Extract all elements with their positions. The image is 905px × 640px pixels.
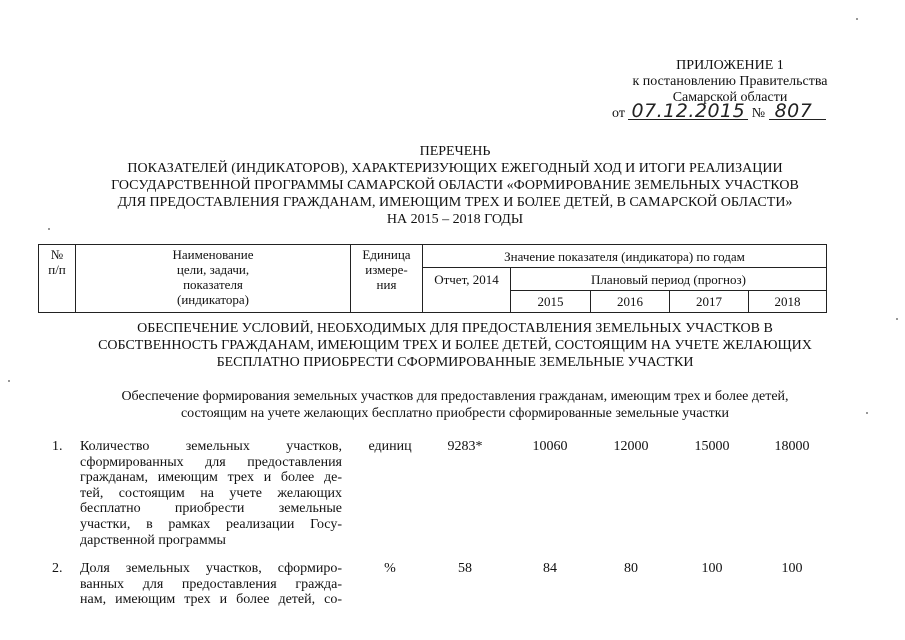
- resolution-number: 807: [769, 103, 827, 120]
- header-report-2014: Отчет, 2014: [423, 268, 511, 313]
- name-line: тей, состоящим на учете желающих: [80, 485, 342, 501]
- row-value-2017: 15000: [694, 439, 730, 454]
- header-year-2017: 2017: [670, 291, 749, 313]
- section-line: ОБЕСПЕЧЕНИЕ УСЛОВИЙ, НЕОБХОДИМЫХ ДЛЯ ПРЕДОСТАВЛЕНИЯ ЗЕМЕЛЬНЫХ УЧАСТКОВ В: [137, 321, 773, 336]
- scan-speck: [8, 380, 10, 382]
- section-line: БЕСПЛАТНО ПРИОБРЕСТИ СФОРМИРОВАННЫЕ ЗЕМЕЛЬНЫЕ УЧАСТКИ: [216, 355, 694, 370]
- row-value-2018: 100: [781, 561, 803, 576]
- row-report-2014: 9283*: [447, 439, 483, 454]
- number-label: №: [751, 106, 766, 121]
- row-report-2014: 58: [458, 561, 472, 576]
- row-value-2015: 84: [543, 561, 557, 576]
- row-value-2015: 10060: [532, 439, 568, 454]
- resolution-signoff: [612, 100, 826, 122]
- scan-speck: [896, 318, 898, 320]
- resolution-date: 07.12.2015: [628, 103, 748, 120]
- task-line: состоящим на учете желающих бесплатно приобрести сформированные земельные участки: [180, 406, 730, 421]
- header-year-2018: 2018: [749, 291, 827, 313]
- appendix-block: [560, 58, 900, 106]
- row-value-2016: 12000: [613, 439, 649, 454]
- task-line: Обеспечение формирования земельных участков для предоставления гражданам, имеющим трех и более детей,: [121, 389, 789, 404]
- indicators-table-header: [38, 244, 827, 313]
- name-line: Количество земельных участков,: [80, 439, 342, 454]
- header-unit-line: ния: [376, 277, 397, 292]
- header-name-line: (индикатора): [177, 292, 249, 307]
- section-heading: [40, 320, 870, 371]
- header-year-2015: 2015: [511, 291, 591, 313]
- row-indicator-name: [80, 439, 342, 548]
- scan-speck: [48, 228, 50, 230]
- name-line: сформированных для предоставления: [80, 454, 342, 470]
- header-number-line: №: [50, 247, 64, 262]
- scan-speck: [856, 18, 858, 20]
- row-number: 1.: [52, 439, 63, 454]
- appendix-resolution-line: к постановлению Правительства: [632, 74, 828, 89]
- header-plan-period: Плановый период (прогноз): [511, 268, 827, 291]
- name-line: гражданам, имеющим трех и более де-: [80, 470, 342, 486]
- header-number-line: п/п: [48, 262, 66, 277]
- header-name-line: показателя: [183, 277, 243, 292]
- name-line: ванных для предоставления гражда-: [80, 576, 342, 592]
- title-line: НА 2015 – 2018 ГОДЫ: [386, 212, 524, 227]
- row-unit: %: [384, 561, 396, 576]
- name-line: бесплатно приобрести земельные: [80, 501, 342, 517]
- document-title: [40, 143, 870, 228]
- title-line: ПЕРЕЧЕНЬ: [419, 144, 491, 159]
- header-name-line: Наименование: [172, 247, 254, 262]
- row-value-2017: 100: [701, 561, 723, 576]
- name-line: дарственной программы: [80, 532, 226, 548]
- appendix-region-line: Самарской области: [672, 90, 788, 105]
- row-value-2016: 80: [624, 561, 638, 576]
- name-line: нам, имеющим трех и более детей, со-: [80, 592, 342, 608]
- row-value-2018: 18000: [774, 439, 810, 454]
- header-values-title: Значение показателя (индикатора) по годам: [423, 245, 827, 268]
- header-unit-line: измере-: [365, 262, 408, 277]
- section-line: СОБСТВЕННОСТЬ ГРАЖДАНАМ, ИМЕЮЩИМ ТРЕХ И БОЛЕЕ ДЕТЕЙ, СОСТОЯЩИМ НА УЧЕТЕ ЖЕЛАЮЩИХ: [98, 338, 812, 353]
- header-cell-number: [39, 245, 76, 313]
- header-name-line: цели, задачи,: [176, 262, 250, 277]
- title-line: ДЛЯ ПРЕДОСТАВЛЕНИЯ ГРАЖДАНАМ, ИМЕЮЩИМ ТРЕХ И БОЛЕЕ ДЕТЕЙ, В САМАРСКОЙ ОБЛАСТИ»: [117, 195, 793, 210]
- title-line: ПОКАЗАТЕЛЕЙ (ИНДИКАТОРОВ), ХАРАКТЕРИЗУЮЩИХ ЕЖЕГОДНЫЙ ХОД И ИТОГИ РЕАЛИЗАЦИИ: [127, 161, 783, 176]
- header-cell-unit: [351, 245, 423, 313]
- header-year-2016: 2016: [591, 291, 670, 313]
- row-number: 2.: [52, 561, 63, 576]
- header-unit-line: Единица: [362, 247, 411, 262]
- scan-speck: [866, 412, 868, 414]
- title-line: ГОСУДАРСТВЕННОЙ ПРОГРАММЫ САМАРСКОЙ ОБЛАСТИ «ФОРМИРОВАНИЕ ЗЕМЕЛЬНЫХ УЧАСТКОВ: [111, 178, 799, 193]
- row-indicator-name: [80, 561, 342, 608]
- row-unit: единиц: [368, 439, 412, 454]
- name-line: участки, в рамках реализации Госу-: [80, 516, 342, 532]
- name-line: Доля земельных участков, сформиро-: [80, 561, 342, 576]
- appendix-title: ПРИЛОЖЕНИЕ 1: [676, 58, 784, 73]
- from-label: от: [612, 106, 625, 121]
- task-heading: [40, 388, 870, 422]
- header-cell-name: [76, 245, 351, 313]
